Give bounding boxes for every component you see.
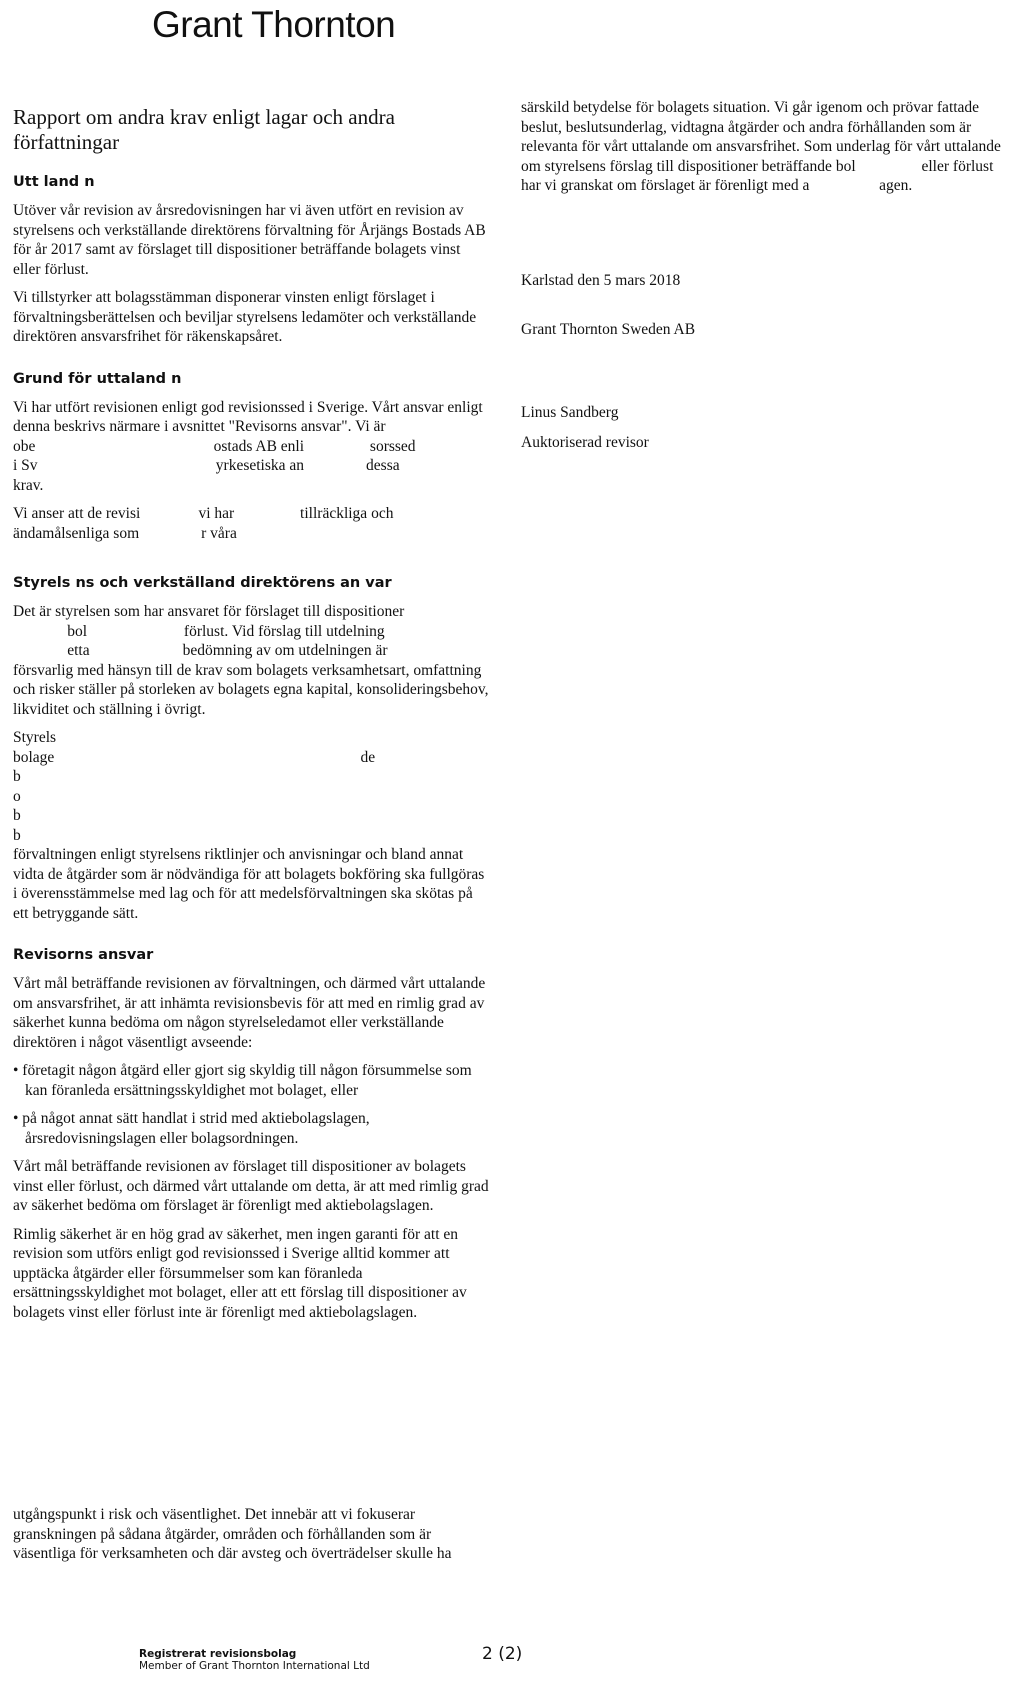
right-column	[521, 98, 1016, 453]
bottom-paragraph: utgångspunkt i risk och väsentlighet. Det innebär att vi fokuserar granskningen på sådana åtgärder, områden och förhållanden som är väsentliga för verksamheten och där avsteg och överträdelser skulle ha	[13, 1506, 452, 1562]
paragraph	[13, 504, 491, 543]
paragraph: särskild betydelse för bolagets situation. Vi går igenom och prövar fattade beslut, beslutsunderlag, vidtagna åtgärder och andra förhållanden som är relevanta för vårt uttalande om ansvarsfrihet. Som underlag för vårt uttalande om styrelsens förslag till dispositioner beträffande bol eller förlust har vi granskat om förslaget är förenligt med a agen.	[521, 99, 1005, 194]
text-line: o	[13, 787, 21, 805]
text-line: b	[13, 768, 21, 785]
left-column	[13, 105, 491, 1331]
place-date: Karlstad den 5 mars 2018	[521, 271, 681, 289]
paragraph: Vårt mål beträffande revisionen av förslaget till dispositioner av bolagets vinst eller förlust, och därmed vårt uttalande om detta, är att med rimlig grad av säkerhet bedöma om förslaget är förenligt med aktiebolagslagen.	[13, 1158, 489, 1214]
text-line: bolage de	[13, 748, 376, 766]
section-heading-uttalande: Utt land n	[13, 174, 95, 190]
footer-registration: Registrerat revisionsbolag	[139, 1648, 297, 1660]
text-line: förvaltningen enligt styrelsens riktlinjer och anvisningar och bland annat vidta de åtgärder som är nödvändiga för att bolagets bokföring ska fullgöras i överensstämmelse med lag och för att medelsförvaltningen ska skötas på ett betryggande sätt.	[13, 846, 485, 922]
text-line: försvarlig med hänsyn till de krav som bolagets verksamhetsart, omfattning och risker ställer på storleken av bolagets egna kapital, konsolideringsbehov, likviditet och ställning i övrigt.	[13, 661, 489, 718]
section-heading-styrelsens-ansvar: Styrels ns och verkställand direktörens an var	[13, 575, 392, 591]
page-number: 2 (2)	[482, 1644, 523, 1664]
paragraph: Rimlig säkerhet är en hög grad av säkerhet, men ingen garanti för att en revision som utförs enligt god revisionssed i Sverige alltid kommer att upptäcka åtgärder eller försummelser som kan föranleda ersättningsskyldighet mot bolaget, eller att ett förslag till dispositioner av bolagets vinst eller förlust inte är förenligt med aktiebolagslagen.	[13, 1225, 467, 1321]
text-line: obe ostads AB enli sorssed	[13, 437, 416, 455]
paragraph: Vårt mål beträffande revisionen av förvaltningen, och därmed vårt uttalande om ansvarsfrihet, är att inhämta revisionsbevis för att med en rimlig grad av säkerhet kunna bedöma om någon styrelseledamot eller verkställande direktören i något väsentligt avseende:	[13, 975, 486, 1051]
text-line: b	[13, 826, 21, 844]
paragraph	[13, 602, 491, 719]
bullet-item: • på något annat sätt handlat i strid med aktiebolagslagen, årsredovisningslagen eller bolagsordningen.	[13, 1110, 370, 1147]
text-line: bol förlust. Vid förslag till utdelning	[13, 622, 385, 640]
text-line: Styrels	[13, 729, 57, 746]
paragraph	[13, 398, 491, 496]
text-line: etta bedömning av om utdelningen är	[13, 642, 388, 659]
report-title: Rapport om andra krav enligt lagar och andra författningar	[13, 105, 395, 154]
bullet-item: • företagit någon åtgärd eller gjort sig skyldig till någon försummelse som kan föranleda ersättningsskyldighet mot bolaget, eller	[13, 1062, 472, 1099]
grant-thornton-logo: Grant Thornton	[152, 4, 396, 45]
section-heading-grund: Grund för uttaland n	[13, 370, 182, 387]
text-line: Vi anser att de revisi vi har tillräckliga och	[13, 505, 394, 522]
section-heading-revisorns-ansvar: Revisorns ansvar	[13, 947, 154, 963]
text-line: Vi har utfört revisionen enligt god revisionssed i Sverige. Vårt ansvar enligt denna beskrivs närmare i avsnittet "Revisorns ansvar". Vi är	[13, 398, 483, 435]
footer-membership: Member of Grant Thornton International Ltd	[139, 1660, 370, 1672]
text-line: krav.	[13, 476, 44, 494]
paragraph: Vi tillstyrker att bolagsstämman disponerar vinsten enligt förslaget i förvaltningsberättelsen och beviljar styrelsens ledamöter och verkställande direktören ansvarsfrihet för räkenskapsåret.	[13, 289, 477, 345]
text-line: ändamålsenliga som r våra	[13, 524, 237, 542]
footer	[139, 1648, 370, 1672]
signer-name: Linus Sandberg	[521, 403, 619, 421]
text-line: i Sv yrkesetiska an dessa	[13, 457, 400, 474]
paragraph: Utöver vår revision av årsredovisningen har vi även utfört en revision av styrelsens och verkställande direktörens förvaltning för Årjängs Bostads AB för år 2017 samt av förslaget till dispositioner beträffande bolagets vinst eller förlust.	[13, 202, 486, 278]
text-line: Det är styrelsen som har ansvaret för förslaget till dispositioner	[13, 603, 405, 620]
paragraph	[13, 728, 491, 923]
text-line: b	[13, 807, 21, 824]
signer-title: Auktoriserad revisor	[521, 434, 649, 451]
firm-name: Grant Thornton Sweden AB	[521, 321, 696, 338]
